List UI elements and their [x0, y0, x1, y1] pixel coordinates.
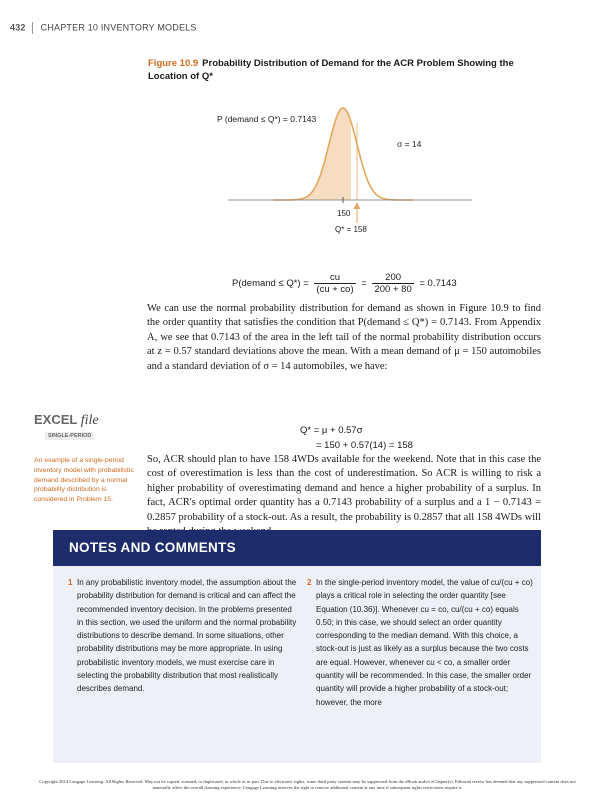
normal-distribution-figure	[150, 85, 540, 245]
eq1-lhs: P(demand ≤ Q*) =	[232, 278, 309, 290]
eq1-frac2-denominator: 200 + 80	[374, 284, 412, 295]
sigma-label: σ = 14	[397, 139, 422, 149]
paragraph-normal-distribution: We can use the normal probability distribution for demand as shown in Figure 10.9 to find the order quantity that satisfies the condition that P(demand ≤ Q*) = 0.7143. From Appendix A, we see that 0.7143 of the area in the left tail of the normal probability distribution occurs at z = 0.57 standard deviations above the mean. With a mean demand of μ = 150 automobiles and a standard deviation of σ = 14 automobiles, we have:	[147, 303, 541, 372]
eq1-frac2-numerator: 200	[372, 272, 413, 284]
note-1-number: 1	[68, 578, 73, 587]
eq1-result: = 0.7143	[419, 278, 457, 290]
prob-label: P (demand ≤ Q*) = 0.7143	[217, 114, 317, 124]
figure-number: Figure 10.9	[148, 58, 199, 69]
note-item-1	[68, 576, 297, 696]
eq2-line-2: = 150 + 0.57(14) = 158	[316, 440, 413, 451]
header-divider	[32, 22, 33, 34]
excel-file-label	[34, 412, 99, 429]
copyright-footer: Copyright 2014 Cengage Learning. All Rights Reserved. May not be copied, scanned, or duplicated, in whole or in part. Due to electronic rights, some third party content may be suppressed from the eBook and/or eChapter(s). Editorial review has deemed that any suppressed content does not materially affect the overall learning experience. Cengage Learning reserves the right to remove additional content at any time if subsequent rights restrictions require it.	[39, 779, 576, 790]
notes-and-comments-box	[53, 530, 541, 763]
page-number: 432	[10, 22, 26, 33]
excel-title-italic: file	[80, 413, 99, 428]
eq1-fraction-1	[314, 272, 355, 295]
eq1-equals: =	[361, 278, 367, 290]
excel-title: EXCEL	[34, 412, 78, 427]
q-star-arrow-head	[354, 202, 361, 209]
eq2-line-1: Q* = μ + 0.57σ	[300, 425, 363, 436]
eq1-frac1-denominator: (cu + co)	[316, 284, 354, 295]
note-item-2	[307, 576, 536, 709]
margin-note: An example of a single-period inventory model with probabilistic demand described by a normal probability distribution is considered in Problem 15.	[34, 457, 134, 504]
running-header	[10, 22, 197, 34]
figure-caption-text: Probability Distribution of Demand for the ACR Problem Showing the Location of Q*	[148, 58, 514, 82]
figure-caption	[148, 57, 540, 83]
note-1-text: In any probabilistic inventory model, the assumption about the probability distribution for demand is critical and can affect the recommended inventory decision. In the problems presented in this section, we used the uniform and the normal probability distributions to describe demand. In some situations, other probability distributions may be more appropriate. In using probabilistic inventory models, we must exercise care in selecting the probability distribution that most realistically describes demand.	[77, 578, 297, 694]
paragraph-acr-conclusion: So, ACR should plan to have 158 4WDs available for the weekend. Note that in this case the cost of overestimation is less than the cost of underestimation. So ACR is willing to risk a higher probability of overestimating demand and hence a higher probability of a surplus. In fact, ACR's optimal order quantity has a 0.7143 probability of a surplus and a 1 − 0.7143 = 0.2857 probability of a stock-out. As a result, the probability is 0.2857 that all 158 4WDs will	[147, 454, 541, 523]
excel-file-name: SINGLE-PERIOD	[45, 432, 94, 440]
equation-order-quantity	[300, 423, 413, 453]
notes-title: NOTES AND COMMENTS	[53, 530, 541, 566]
chapter-title: CHAPTER 10 INVENTORY MODELS	[40, 22, 197, 33]
equation-critical-ratio	[232, 272, 457, 295]
note-2-text: In the single-period inventory model, the value of cu/(cu + co) plays a critical role in selecting the order quantity [see Equation (10.36)]. Whenever cu = co, cu/(cu + co) equals 0.50; in this case, we should select an order quantity corresponding to the median demand. With this choice, a stock-out is just as likely as a surplus because the two costs are equal. However, whenever cu < co, a smaller order quantity will be recommended. In this case, the smaller order quantity will provide a higher probability of a stock-out; however, the more	[316, 578, 533, 707]
eq1-frac1-numerator: cu	[314, 272, 355, 284]
eq1-fraction-2	[372, 272, 413, 295]
note-2-number: 2	[307, 578, 312, 587]
mean-label: 150	[337, 209, 351, 218]
q-star-label: Q* = 158	[335, 225, 367, 234]
